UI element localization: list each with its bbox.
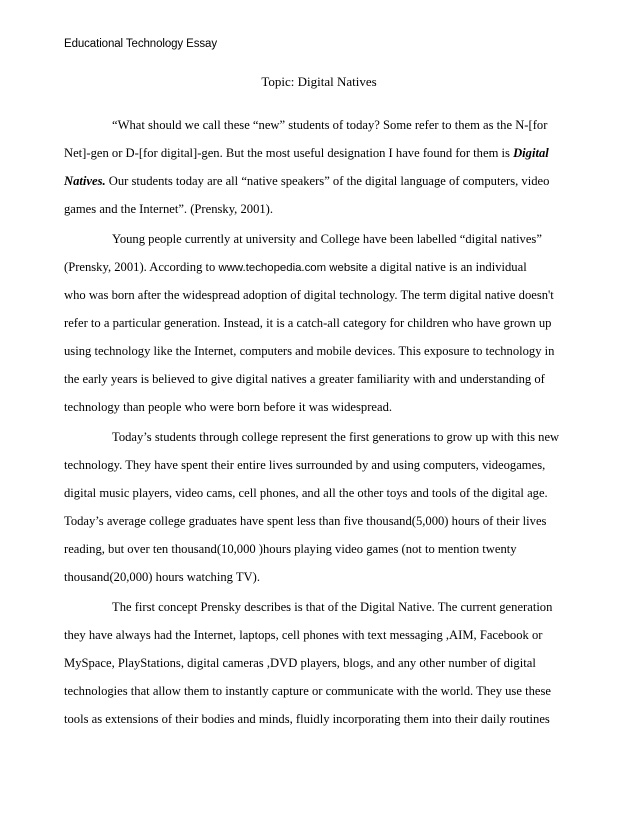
paragraph-line: technologies that allow them to instantly capture or communicate with the world. They use these bbox=[64, 684, 551, 698]
paragraph-line: Young people currently at university and College have been labelled “digital natives” bbox=[112, 232, 542, 246]
paragraph-line: Today’s average college graduates have spent less than five thousand(5,000) hours of their lives bbox=[64, 514, 547, 528]
paragraph-line: using technology like the Internet, computers and mobile devices. This exposure to technology in bbox=[64, 344, 555, 358]
text-span: Net]-gen or D-[for digital]-gen. But the most useful designation I have found for them is bbox=[64, 146, 514, 160]
page-header: Educational Technology Essay bbox=[64, 38, 217, 50]
paragraph-line: reading, but over ten thousand(10,000 )hours playing video games (not to mention twenty bbox=[64, 542, 517, 556]
paragraph-line bbox=[64, 145, 574, 161]
paragraph-line: “What should we call these “new” students of today? Some refer to them as the N-[for bbox=[112, 118, 548, 132]
essay-title: Topic: Digital Natives bbox=[261, 74, 377, 89]
paragraph-line: digital music players, video cams, cell phones, and all the other toys and tools of the digital age. bbox=[64, 486, 548, 500]
paragraph-line: refer to a particular generation. Instead, it is a catch-all category for children who have grown up bbox=[64, 316, 552, 330]
emphasis-text: Digital bbox=[513, 146, 549, 160]
website-reference: www.techopedia.com website bbox=[218, 262, 368, 274]
paragraph-line: MySpace, PlayStations, digital cameras ,DVD players, blogs, and any other number of digital bbox=[64, 656, 536, 670]
paragraph-line: technology than people who were born before it was widespread. bbox=[64, 400, 393, 414]
paragraph-line: who was born after the widespread adoption of digital technology. The term digital native doesn't bbox=[64, 288, 554, 302]
paragraph-line: the early years is believed to give digital natives a greater familiarity with and understanding of bbox=[64, 372, 545, 386]
text-span: Our students today are all “native speakers” of the digital language of computers, video bbox=[105, 174, 550, 188]
paragraph-line: thousand(20,000) hours watching TV). bbox=[64, 570, 260, 584]
text-span: (Prensky, 2001). According to bbox=[64, 260, 219, 274]
paragraph-line: The first concept Prensky describes is that of the Digital Native. The current generation bbox=[112, 600, 553, 614]
paragraph-line bbox=[64, 259, 574, 276]
paragraph-line: Today’s students through college represent the first generations to grow up with this new bbox=[112, 430, 560, 444]
paragraph-line bbox=[64, 173, 574, 189]
emphasis-text: Natives. bbox=[64, 174, 106, 188]
paragraph-line: they have always had the Internet, laptops, cell phones with text messaging ,AIM, Facebook or bbox=[64, 628, 543, 642]
paragraph-line: technology. They have spent their entire lives surrounded by and using computers, videogames, bbox=[64, 458, 546, 472]
text-span: a digital native is an individual bbox=[367, 260, 527, 274]
paragraph-line: games and the Internet”. (Prensky, 2001). bbox=[64, 202, 274, 216]
paragraph-line: tools as extensions of their bodies and minds, fluidly incorporating them into their daily routines bbox=[64, 712, 550, 726]
